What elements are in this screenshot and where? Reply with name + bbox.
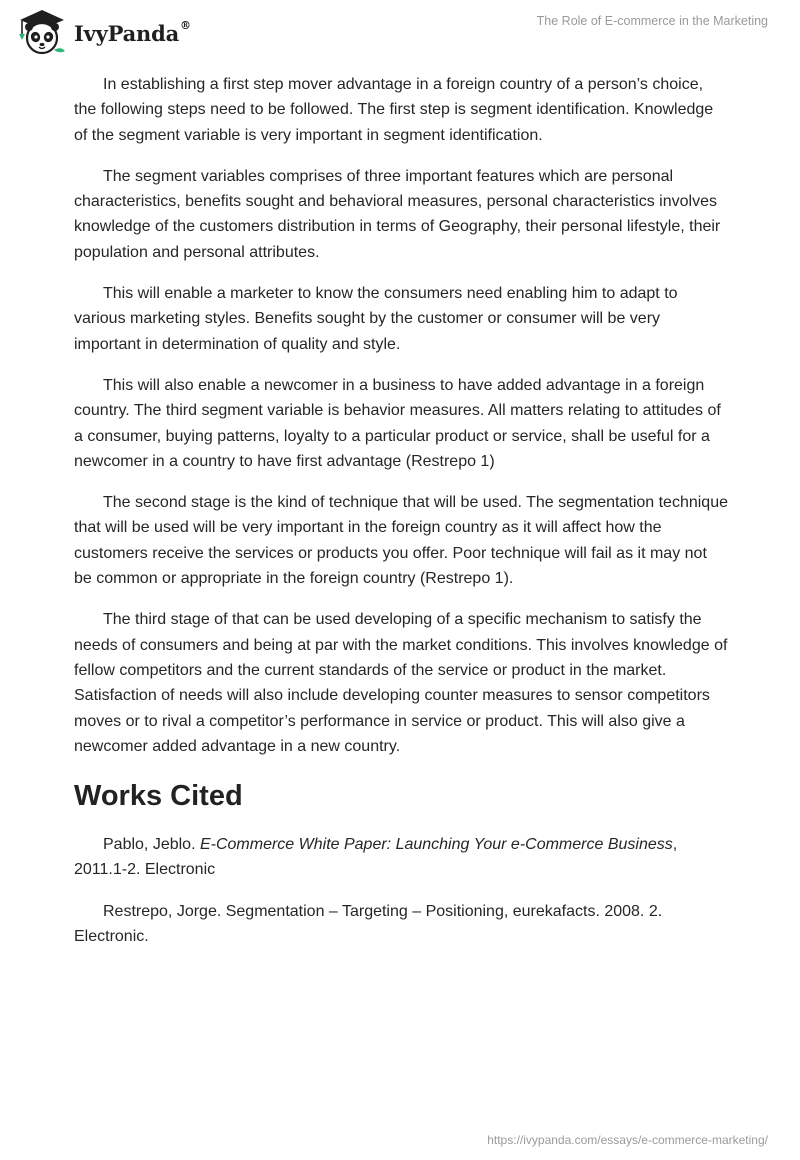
body-paragraph: The segment variables comprises of three important features which are personal characteristics, benefits sought and behavioral measures, personal characteristics involves knowledge of the customers distribution in terms of Geography, their personal lifestyle, their population and personal attributes. xyxy=(74,167,721,261)
body-paragraph: This will enable a marketer to know the consumers need enabling him to adapt to various marketing styles. Benefits sought by the customer or consumer will be very important in determination of quality and style. xyxy=(74,285,678,353)
citation-title: E-Commerce White Paper: Launching Your e-Commerce Business xyxy=(199,836,673,854)
citation-entry xyxy=(74,832,728,883)
essay-content xyxy=(74,72,728,965)
page-header xyxy=(0,0,800,68)
works-cited-heading: Works Cited xyxy=(74,780,243,813)
citation-entry xyxy=(74,899,728,950)
document-title: The Role of E-commerce in the Marketing xyxy=(536,14,768,28)
body-paragraph: The third stage of that can be used developing of a specific mechanism to satisfy the needs of consumers and being at par with the market conditions. This involves knowledge of fellow competitors and the current standards of the service or product in the market. Satisfaction of needs will also include developing counter measures to sensor competitors moves or to rival a competitor’s performance in service or product. This will also give a newcomer added advantage in a new country. xyxy=(74,611,728,755)
ivypanda-logo[interactable] xyxy=(14,6,191,56)
citation-details: , 2011.1-2. Electronic xyxy=(74,836,678,879)
source-url[interactable]: https://ivypanda.com/essays/e-commerce-marketing/ xyxy=(487,1133,768,1147)
brand-name: IvyPanda® xyxy=(74,18,191,46)
body-paragraph: In establishing a first step mover advantage in a foreign country of a person’s choice, the following steps need to be followed. The first step is segment identification. Knowledge of the segment variable is very important in segment identification. xyxy=(74,76,714,144)
citation-author: Restrepo, Jorge. Segmentation – Targeting – Positioning, eurekafacts. 2008. 2. Electronic. xyxy=(74,902,663,946)
body-paragraph: The second stage is the kind of technique that will be used. The segmentation technique that will be used will be very important in the foreign country as it will affect how the customers receive the services or products you offer. Poor technique will fail as it may not be common or appropriate in the foreign country (Restrepo 1). xyxy=(74,494,728,588)
body-paragraph: This will also enable a newcomer in a business to have added advantage in a foreign country. The third segment variable is behavior measures. All matters relating to attitudes of a consumer, buying patterns, loyalty to a particular product or service, shall be useful for a newcomer in a country to have first advantage (Restrepo 1) xyxy=(74,376,721,470)
panda-mascot-icon xyxy=(14,6,70,56)
citation-author: Pablo, Jeblo. xyxy=(103,836,200,854)
